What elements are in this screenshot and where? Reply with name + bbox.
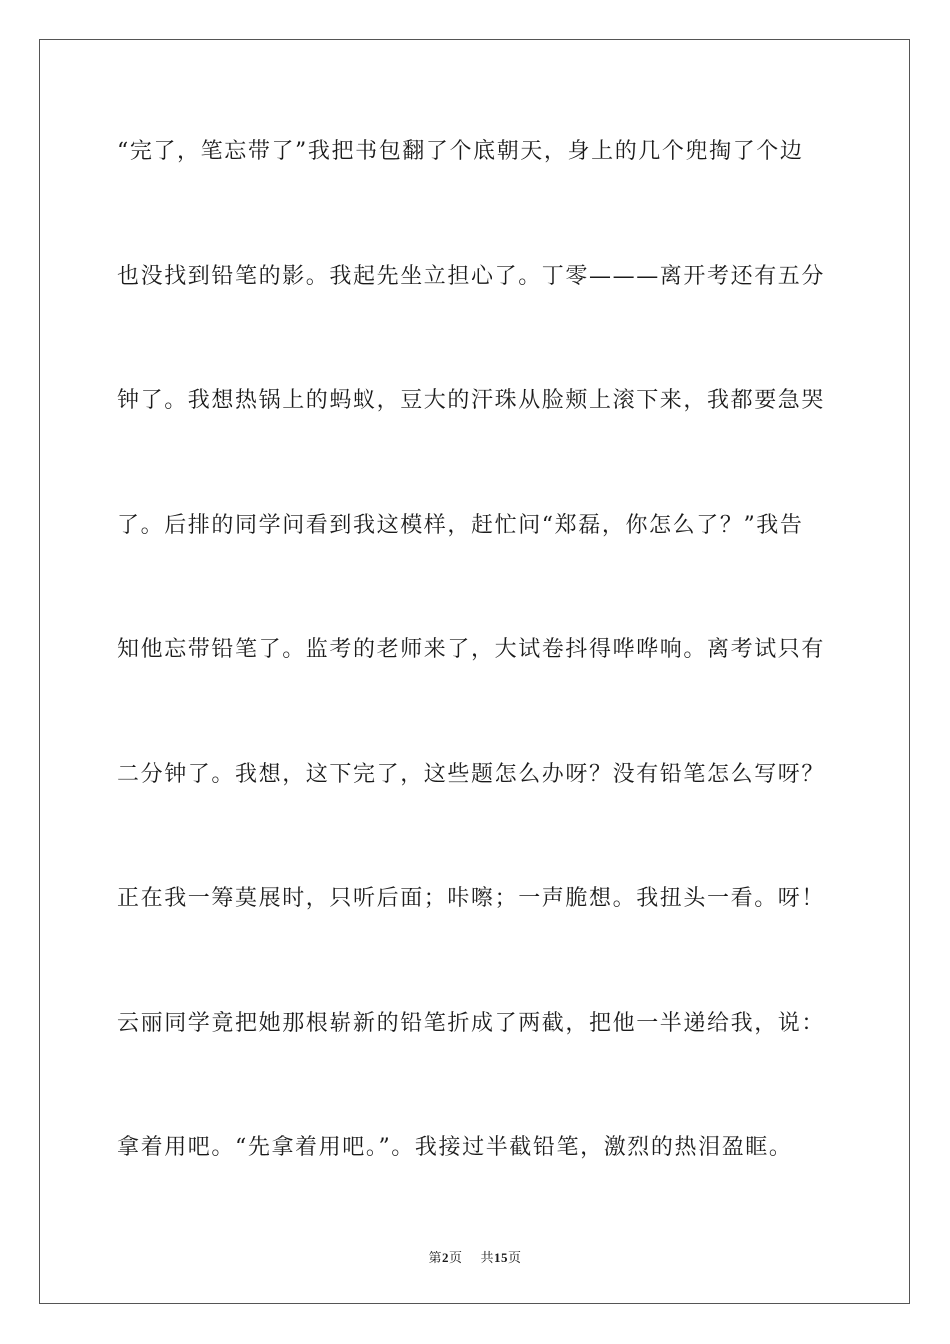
document-body bbox=[117, 128, 833, 1249]
text-line: 云丽同学竟把她那根崭新的铅笔折成了两截，把他一半递给我，说： bbox=[117, 1010, 826, 1036]
text-line: 二分钟了。我想，这下完了，这些题怎么办呀？没有铅笔怎么写呀？ bbox=[117, 761, 826, 787]
total-pages: 15 bbox=[494, 1250, 509, 1265]
page-prefix: 第 bbox=[428, 1251, 442, 1266]
text-line: 拿着用吧。“先拿着用吧。”。我接过半截铅笔，激烈的热泪盈眶。 bbox=[117, 1135, 793, 1160]
text-line: 正在我一筹莫展时，只听后面；咔嚓；一声脆想。我扭头一看。呀！ bbox=[117, 886, 826, 911]
text-line: 知他忘带铅笔了。监考的老师来了，大试卷抖得哗哗响。离考试只有 bbox=[117, 637, 826, 662]
total-suffix: 页 bbox=[508, 1251, 522, 1266]
page-number: 2 bbox=[441, 1250, 449, 1265]
page-suffix: 页 bbox=[448, 1251, 463, 1266]
text-line: 钟了。我想热锅上的蚂蚁，豆大的汗珠从脸颊上滚下来，我都要急哭 bbox=[117, 388, 826, 413]
text-line: 了。后排的同学问看到我这模样，赶忙问“郑磊，你怎么了？”我告 bbox=[117, 512, 804, 538]
text-line: 也没找到铅笔的影。我起先坐立担心了。丁零———离开考还有五分 bbox=[117, 263, 826, 289]
page-footer bbox=[0, 1247, 950, 1266]
total-prefix: 共 bbox=[480, 1251, 495, 1266]
text-line: “完了，笔忘带了”我把书包翻了个底朝天，身上的几个兜掏了个边 bbox=[117, 139, 804, 164]
